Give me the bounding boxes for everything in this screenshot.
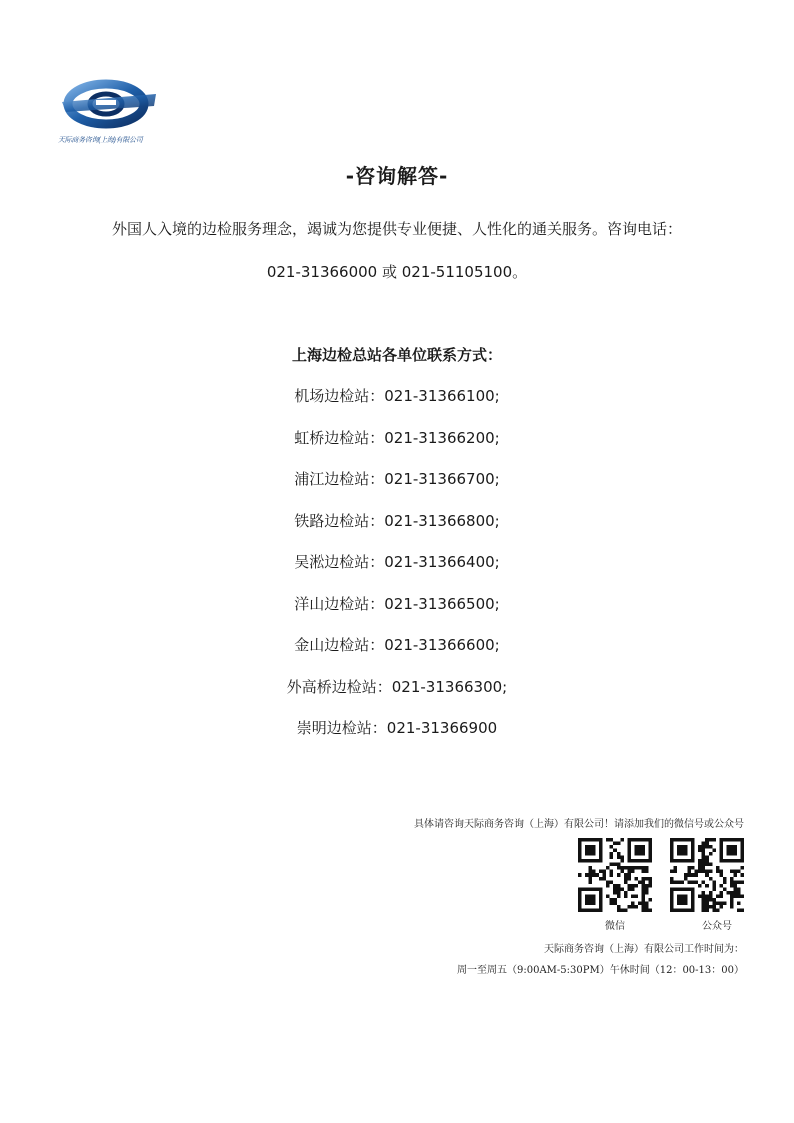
station-railway: 铁路边检站：021-31366800; — [294, 512, 500, 530]
work-hours-title: 天际商务咨询（上海）有限公司工作时间为： — [544, 944, 744, 955]
public-account-qr-code — [670, 838, 744, 912]
station-jinshan: 金山边检站：021-31366600; — [294, 636, 500, 654]
section-heading: 上海边检总站各单位联系方式： — [291, 346, 502, 364]
station-hongqiao: 虹桥边检站：021-31366200; — [294, 429, 500, 447]
page-title: -咨询解答- — [345, 164, 449, 188]
wechat-qr-code — [578, 838, 652, 912]
station-pujiang: 浦江边检站：021-31366700; — [294, 470, 500, 488]
station-chongming: 崇明边检站：021-31366900 — [296, 719, 498, 737]
work-hours-detail: 周一至周五（9:00AM-5:30PM）午休时间（12：00-13：00） — [457, 965, 744, 976]
qr-public-label: 公众号 — [702, 921, 732, 932]
station-airport: 机场边检站：021-31366100; — [294, 387, 500, 405]
station-wusong: 吴淞边检站：021-31366400; — [294, 553, 500, 571]
logo-caption: 天际商务咨询(上海)有限公司 — [58, 137, 143, 144]
intro-line-1: 外国人入境的边检服务理念，竭诚为您提供专业便捷、人性化的通关服务。咨询电话： — [111, 220, 682, 238]
station-yangshan: 洋山边检站：021-31366500; — [294, 595, 500, 613]
contact-note: 具体请咨询天际商务咨询（上海）有限公司！请添加我们的微信号或公众号 — [414, 819, 744, 830]
station-waigaoqiao: 外高桥边检站：021-31366300; — [286, 678, 508, 696]
qr-wechat-label: 微信 — [605, 921, 625, 932]
intro-line-2: 021-31366000 或 021-51105100。 — [266, 263, 528, 281]
